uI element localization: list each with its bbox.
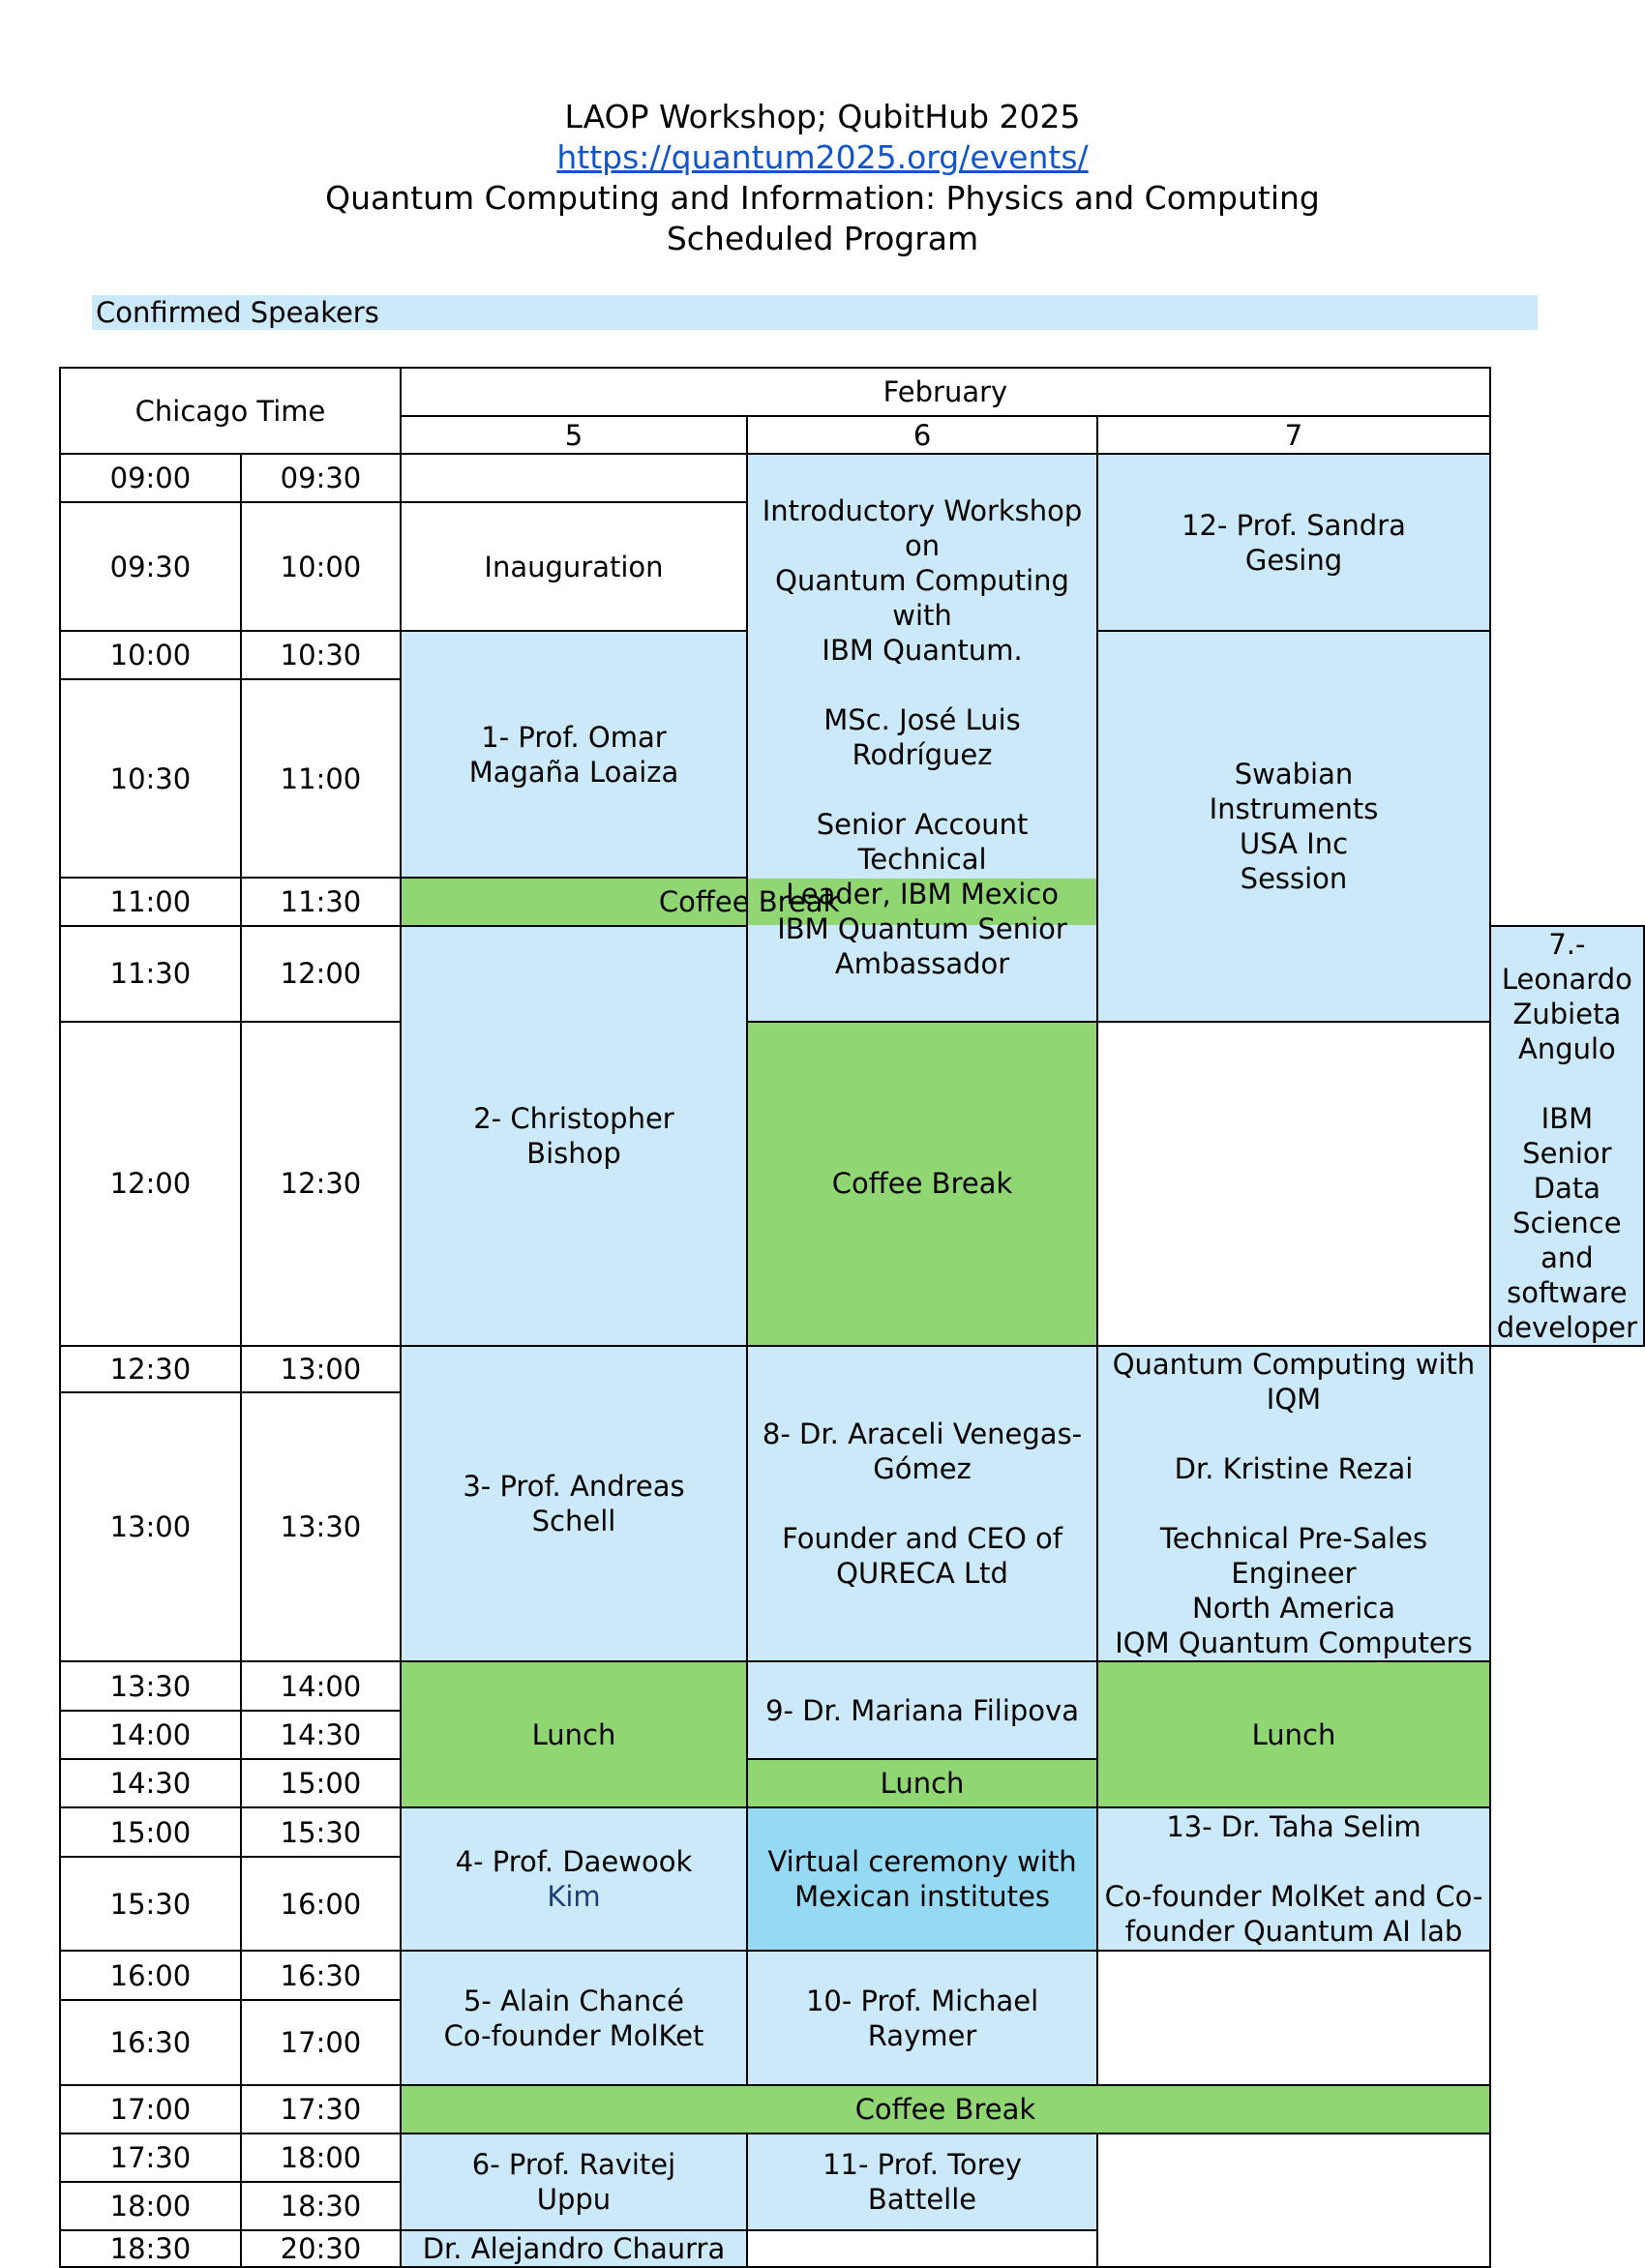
session-8: 8- Dr. Araceli Venegas- Gómez Founder and CEO of QURECA Ltd bbox=[747, 1346, 1097, 1661]
time-start: 10:00 bbox=[60, 631, 241, 679]
time-header: Chicago Time bbox=[60, 368, 401, 454]
virtual-ceremony: Virtual ceremony with Mexican institutes bbox=[747, 1807, 1097, 1951]
time-start: 15:30 bbox=[60, 1857, 241, 1951]
inauguration-session: Inauguration bbox=[401, 502, 747, 631]
time-end: 13:00 bbox=[241, 1346, 401, 1392]
time-end: 16:00 bbox=[241, 1857, 401, 1951]
lunch: Lunch bbox=[747, 1759, 1097, 1807]
time-end: 15:00 bbox=[241, 1759, 401, 1807]
session-1: 1- Prof. Omar Magaña Loaiza bbox=[401, 631, 747, 878]
time-end: 17:00 bbox=[241, 2000, 401, 2085]
time-start: 12:00 bbox=[60, 1022, 241, 1346]
events-link[interactable]: https://quantum2025.org/events/ bbox=[556, 138, 1089, 176]
time-start: 16:00 bbox=[60, 1951, 241, 2000]
iqm-session: Quantum Computing with IQM Dr. Kristine Rezai Technical Pre-Sales Engineer North America IQM Quantum Computers bbox=[1097, 1346, 1490, 1661]
session-7: 7.- Leonardo Zubieta Angulo IBM Senior Data Science and software developer bbox=[1490, 926, 1644, 1346]
session-5: 5- Alain Chancé Co-founder MolKet bbox=[401, 1951, 747, 2085]
time-end: 18:00 bbox=[241, 2134, 401, 2182]
time-end: 20:30 bbox=[241, 2230, 401, 2267]
time-end: 09:30 bbox=[241, 454, 401, 502]
session-3: 3- Prof. Andreas Schell bbox=[401, 1346, 747, 1661]
time-start: 10:30 bbox=[60, 679, 241, 878]
time-end: 14:00 bbox=[241, 1661, 401, 1711]
session-11: 11- Prof. Torey Battelle bbox=[747, 2134, 1097, 2230]
empty-slot bbox=[1097, 2134, 1490, 2267]
document-subtitle-2: Scheduled Program bbox=[666, 220, 979, 257]
empty-slot bbox=[401, 454, 747, 502]
time-end: 17:30 bbox=[241, 2085, 401, 2134]
time-end: 13:30 bbox=[241, 1392, 401, 1661]
document-title: LAOP Workshop; QubitHub 2025 bbox=[564, 98, 1081, 135]
time-end: 12:00 bbox=[241, 926, 401, 1022]
swabian-session: Swabian Instruments USA Inc Session bbox=[1097, 631, 1490, 1022]
month-header: February bbox=[401, 368, 1490, 416]
empty-slot bbox=[747, 2230, 1097, 2267]
time-start: 18:00 bbox=[60, 2182, 241, 2230]
time-start: 11:30 bbox=[60, 926, 241, 1022]
session-13: 13- Dr. Taha Selim Co-founder MolKet and Co- founder Quantum AI lab bbox=[1097, 1807, 1490, 1951]
lunch: Lunch bbox=[401, 1661, 747, 1807]
time-start: 16:30 bbox=[60, 2000, 241, 2085]
time-end: 11:30 bbox=[241, 878, 401, 926]
day-header: 6 bbox=[747, 416, 1097, 454]
confirmed-speakers-label: Confirmed Speakers bbox=[92, 295, 1538, 330]
time-end: 10:30 bbox=[241, 631, 401, 679]
time-end: 16:30 bbox=[241, 1951, 401, 2000]
session-9: 9- Dr. Mariana Filipova bbox=[747, 1661, 1097, 1759]
day-header: 5 bbox=[401, 416, 747, 454]
time-start: 09:00 bbox=[60, 454, 241, 502]
time-start: 09:30 bbox=[60, 502, 241, 631]
session-10: 10- Prof. Michael Raymer bbox=[747, 1951, 1097, 2085]
closing-session: Dr. Alejandro Chaurra bbox=[401, 2230, 747, 2267]
session-12: 12- Prof. Sandra Gesing bbox=[1097, 454, 1490, 631]
coffee-break: Coffee Break bbox=[747, 1022, 1097, 1346]
empty-slot bbox=[1097, 1951, 1490, 2085]
time-start: 17:00 bbox=[60, 2085, 241, 2134]
time-end: 18:30 bbox=[241, 2182, 401, 2230]
time-start: 12:30 bbox=[60, 1346, 241, 1392]
session-2: 2- Christopher Bishop bbox=[401, 926, 747, 1346]
time-end: 14:30 bbox=[241, 1711, 401, 1759]
time-start: 13:00 bbox=[60, 1392, 241, 1661]
time-start: 13:30 bbox=[60, 1661, 241, 1711]
time-start: 17:30 bbox=[60, 2134, 241, 2182]
session-4: 4- Prof. Daewook Kim bbox=[401, 1807, 747, 1951]
coffee-break: Coffee Break bbox=[401, 2085, 1490, 2134]
session-6: 6- Prof. Ravitej Uppu bbox=[401, 2134, 747, 2230]
coffee-break: Coffee Break bbox=[401, 878, 1097, 926]
time-start: 15:00 bbox=[60, 1807, 241, 1857]
lunch: Lunch bbox=[1097, 1661, 1490, 1807]
document-subtitle: Quantum Computing and Information: Physics and Computing bbox=[325, 179, 1320, 217]
time-end: 11:00 bbox=[241, 679, 401, 878]
time-start: 11:00 bbox=[60, 878, 241, 926]
time-end: 15:30 bbox=[241, 1807, 401, 1857]
time-end: 12:30 bbox=[241, 1022, 401, 1346]
schedule-table bbox=[59, 367, 1645, 2268]
time-start: 14:30 bbox=[60, 1759, 241, 1807]
time-end: 10:00 bbox=[241, 502, 401, 631]
time-start: 14:00 bbox=[60, 1711, 241, 1759]
ibm-workshop-session: Introductory Workshop on Quantum Computing with IBM Quantum. MSc. José Luis Rodríguez Senior Account Technical IBM Mexico IBM Quantum Senior Ambassador bbox=[747, 454, 1097, 1022]
time-start: 18:30 bbox=[60, 2230, 241, 2267]
day-header: 7 bbox=[1097, 416, 1490, 454]
